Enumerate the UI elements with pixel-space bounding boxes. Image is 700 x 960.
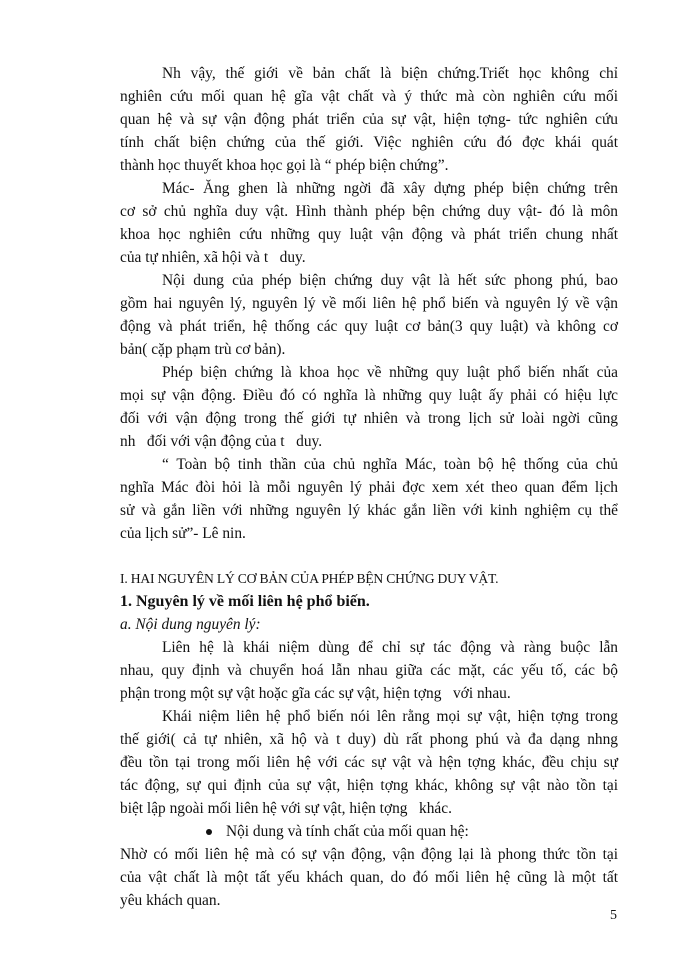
text-line: nh đối với vận động của t duy. [120,433,323,450]
text-line: đối với vận động trong thế giới tự nhiên và trong lịch sử loài ngời cũng [120,410,618,427]
text-line: tính chất biện chứng của thế giới. Việc nghiên cứu đó đợc khái quát [120,134,618,151]
text-line: khoa học nghiên cứu những quy luật vận động và phát triển chung nhất [120,226,618,243]
text-line: yêu khách quan. [120,892,221,909]
paragraph-6 [120,705,618,820]
bullet-text: Nội dung và tính chất của mối quan hệ: [226,823,469,840]
paragraph-2 [120,177,618,269]
quote-paragraph [120,453,618,545]
text-line: quan hệ và sự vận động phát triển của sự vật, hiện tợng- tức nghiên cứu [120,111,618,128]
text-line: nghiên cứu mối quan hệ gĩa vật chất và ý thức mà còn nghiên cứu mối [120,88,618,105]
document-page [120,62,618,912]
paragraph-5 [120,636,618,705]
text-line: phận trong một sự vật hoặc gĩa các sự vật, hiện tợng với nhau. [120,685,511,702]
page-number: 5 [610,908,617,923]
subsubsection-heading: a. Nội dung nguyên lý: [120,616,261,633]
text-line: nhau, quy định và chuyển hoá lẫn nhau giữa các mặt, các yếu tố, các bộ [120,662,618,679]
text-line: động và phát triển, hệ thống các quy luật cơ bản(3 quy luật) và không cơ [120,318,618,335]
text-line: gồm hai nguyên lý, nguyên lý về mối liên hệ phổ biến và nguyên lý về vận [120,295,618,312]
text-line: nghĩa Mác đòi hỏi là mỗi nguyên lý phải đợc xem xét theo quan đểm lịch [120,479,618,496]
text-line: Liên hệ là khái niệm dùng để chỉ sự tác động và ràng buộc lẫn [162,639,618,656]
text-line: thế giới( cả tự nhiên, xã hộ và t duy) dù rất phong phú và đa dạng nhng [120,731,618,748]
text-line: của tự nhiên, xã hội và t duy. [120,249,306,266]
text-line: Khái niệm liên hệ phổ biến nói lên rằng mọi sự vật, hiện tợng trong [162,708,618,725]
text-line: tác động, sự qui định của sự vật, hiện tợng khác, không sự vật nào tồn tại [120,777,618,794]
text-line: sử và gắn liền với những nguyên lý khác gắn liền với kinh nghiệm cụ thể [120,502,618,519]
text-line: cơ sở chủ nghĩa duy vật. Hình thành phép bện chứng duy vật- đó là môn [120,203,618,220]
text-line: bản( cặp phạm trù cơ bản). [120,341,286,358]
paragraph-3 [120,269,618,361]
paragraph-4 [120,361,618,453]
text-line: của lịch sử”- Lê nin. [120,525,246,542]
text-line: thành học thuyết khoa học gọi là “ phép biện chứng”. [120,157,449,174]
text-line: “ Toàn bộ tinh thần của chủ nghĩa Mác, toàn bộ hệ thống của chủ [162,456,618,473]
text-line: của vật chất là một tất yếu khách quan, do đó mối liên hệ cũng là một tất [120,869,618,886]
text-line: mọi sự vận động. Điều đó có nghĩa là những quy luật ấy phải có hiệu lực [120,387,618,404]
text-line: Nh vậy, thế giới về bản chất là biện chứng.Triết học không chỉ [162,65,618,82]
text-line: đều tồn tại trong mối liên hệ với các sự vật và hện tợng khác, đều chịu sự [120,754,618,771]
text-line: Nhờ có mối liên hệ mà có sự vận động, vận động lại là phong thức tồn tại [120,846,618,863]
bullet-item [120,820,618,843]
paragraph-1 [120,62,618,177]
text-line: Mác- Ăng ghen là những ngời đã xây dựng phép biện chứng trên [162,180,618,197]
bullet-icon [206,829,212,835]
subsection-heading: 1. Nguyên lý về mối liên hệ phổ biến. [120,593,370,610]
section-heading: I. HAI NGUYÊN LÝ CƠ BẢN CỦA PHÉP BỆN CHỨNG DUY VẬT. [120,571,499,586]
paragraph-7 [120,843,618,912]
text-line: Nội dung của phép biện chứng duy vật là hết sức phong phú, bao [162,272,618,289]
text-line: Phép biện chứng là khoa học về những quy luật phổ biến nhất của [162,364,618,381]
text-line: biệt lập ngoài mối liên hệ với sự vật, hiện tợng khác. [120,800,452,817]
